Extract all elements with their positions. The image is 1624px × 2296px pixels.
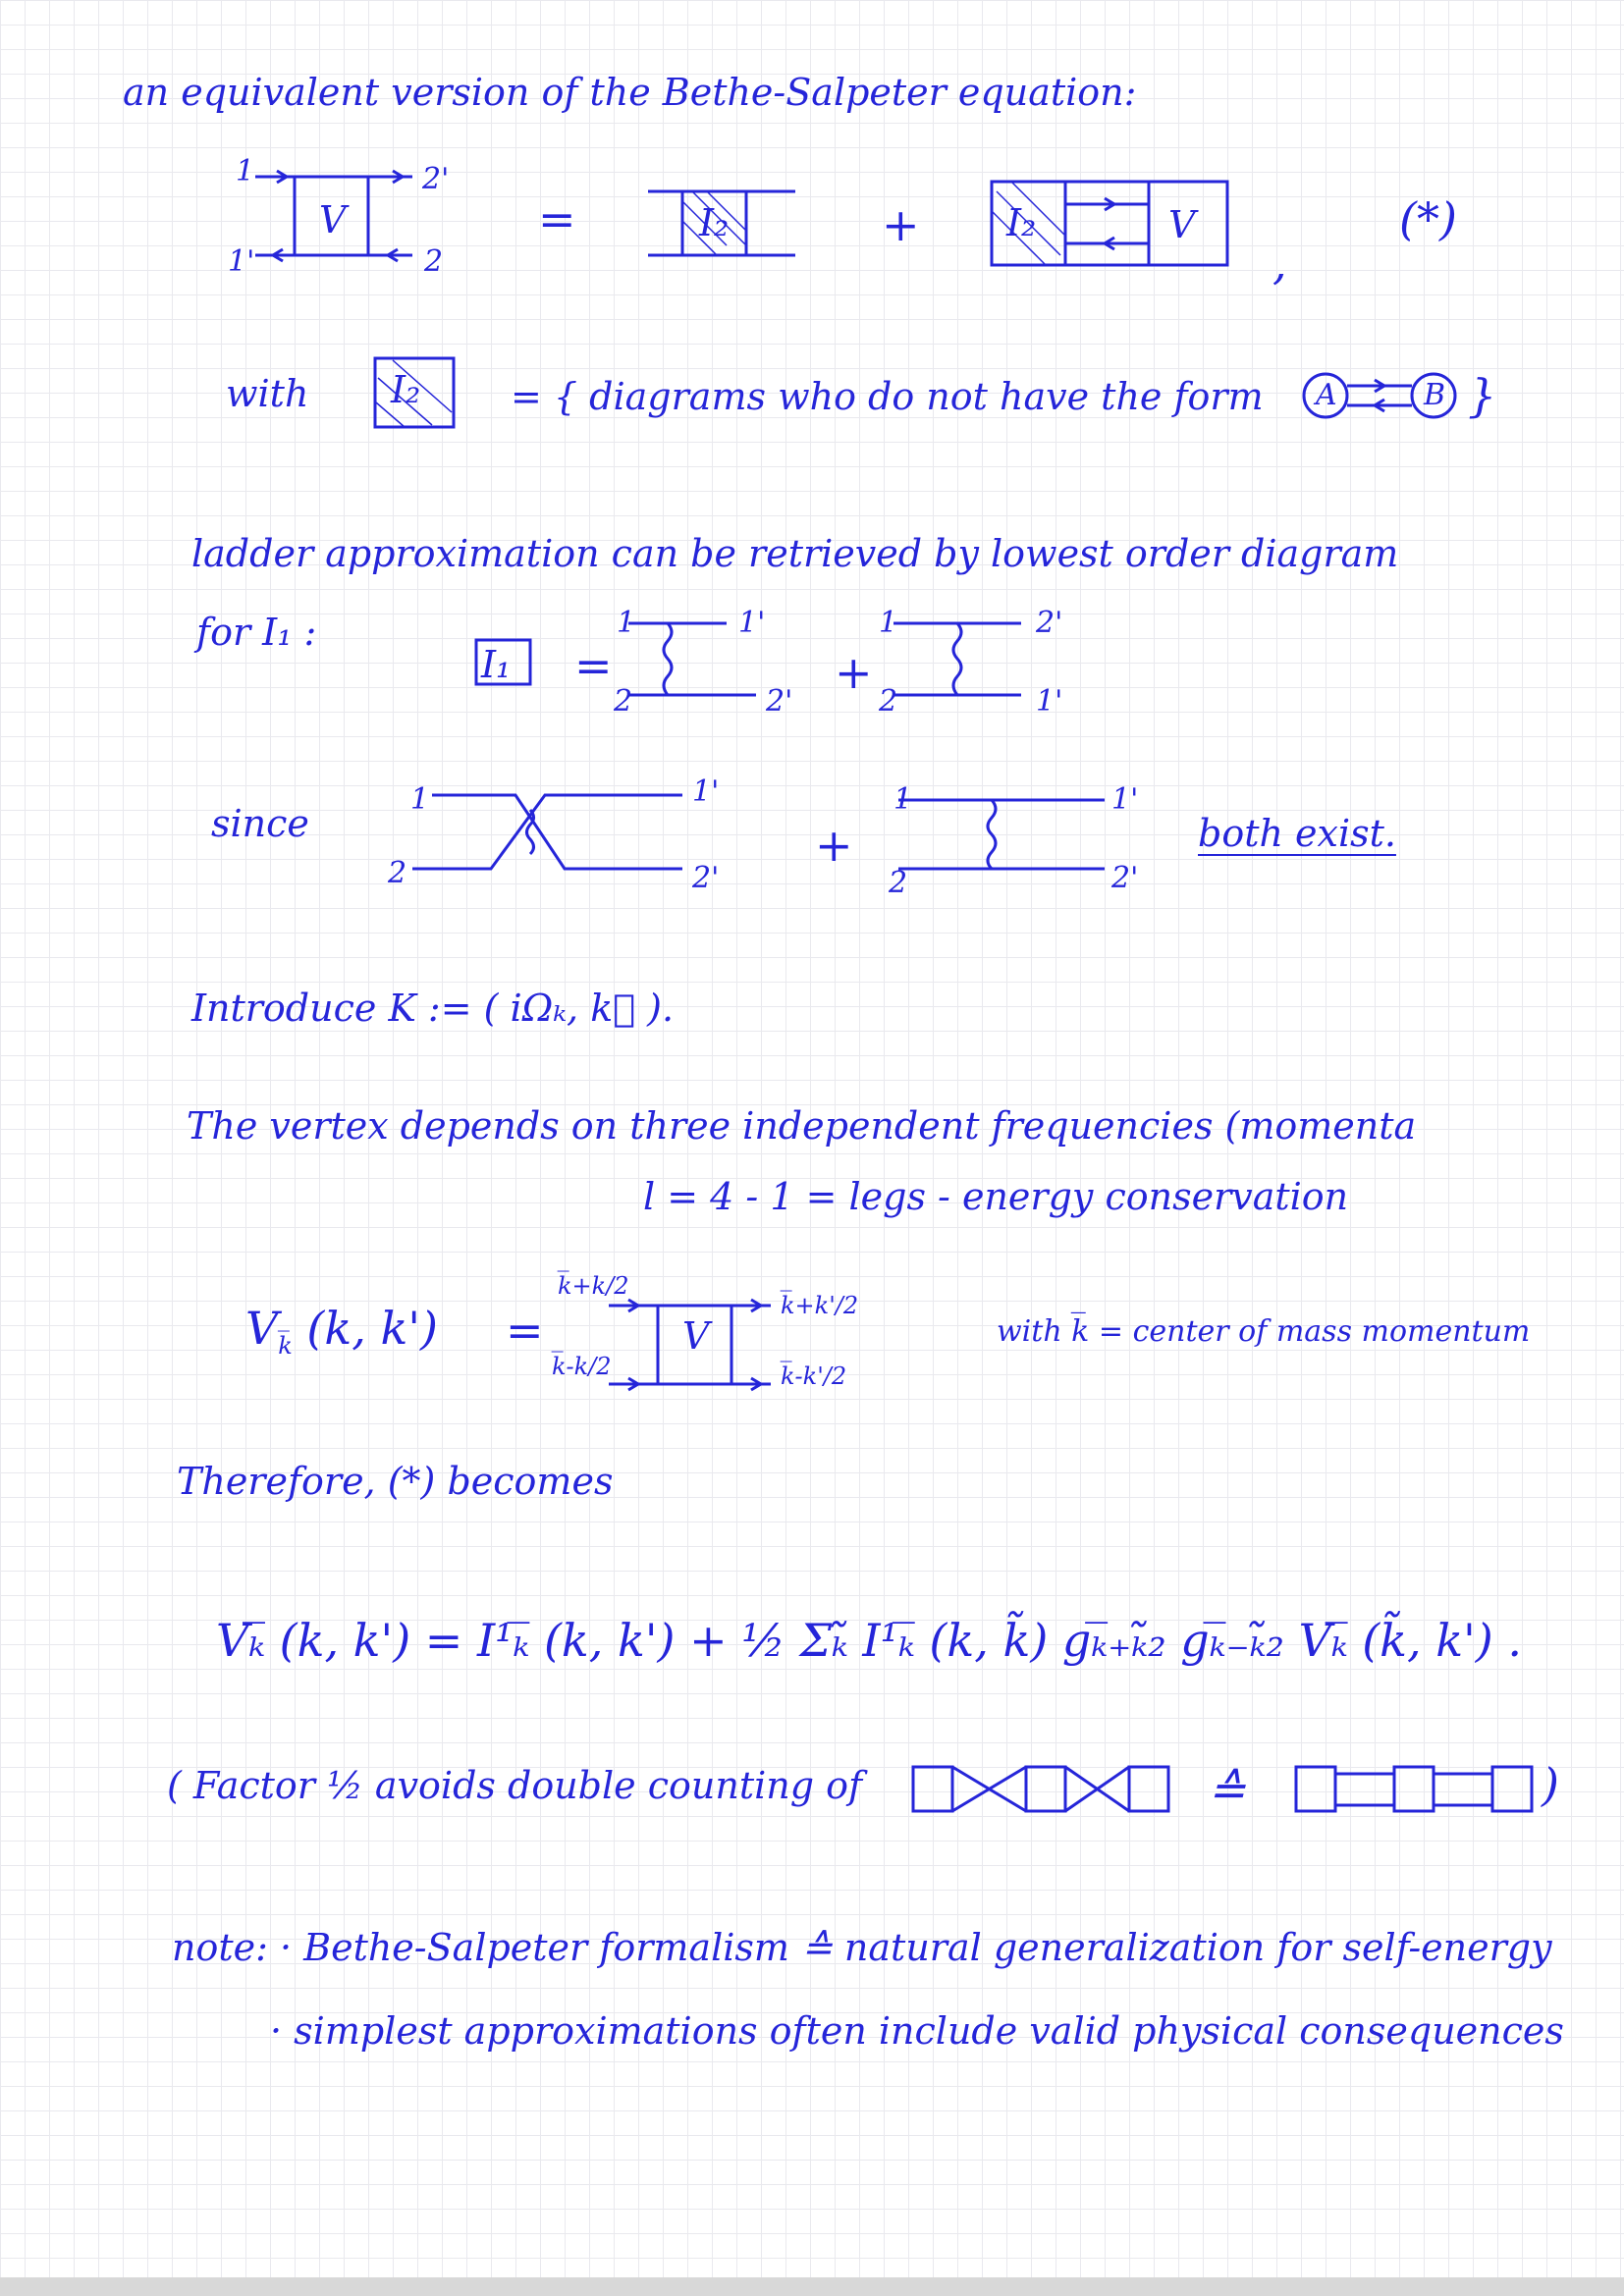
leg-2p-label: 2' xyxy=(422,162,450,196)
since-leg-2p: 2' xyxy=(692,861,720,895)
block-b-label: B xyxy=(1424,378,1446,412)
i1-leg-2p: 2' xyxy=(766,684,793,719)
intro-line: an equivalent version of the Bethe-Salpeter equation: xyxy=(123,71,1137,114)
note-line-1: note: · Bethe-Salpeter formalism ≙ natural generalization for self-energy xyxy=(172,1926,1552,1969)
vertex-v-label-3: V xyxy=(682,1314,710,1358)
vertex-v-label-2: V xyxy=(1168,203,1196,246)
since-b-leg-1p: 1' xyxy=(1111,782,1139,817)
corresponds-sign: ≙ xyxy=(1208,1763,1246,1816)
equals-sign-v: = xyxy=(506,1304,544,1357)
double-counting-diagrams xyxy=(0,1752,1624,1831)
vertex-equation: Vₖ̅ (k, k') = I¹ₖ̅ (k, k') + ½ Σₖ̃ I¹ₖ̅ (k, k̃) gₖ̅₊ₖ̃₂ gₖ̅₋ₖ̃₂ Vₖ̅ (k̃, k') . xyxy=(216,1614,1523,1667)
equation-label: (*) xyxy=(1399,192,1457,245)
vertex-line: The vertex depends on three independent frequencies (momenta xyxy=(187,1104,1417,1148)
v-kbar-lhs: $V_{k̅}$ (k, k') xyxy=(245,1302,438,1361)
kbar-minus-k-label: k̅-k/2 xyxy=(552,1353,612,1380)
with-kbar-note: with k̅ = center of mass momentum xyxy=(997,1314,1531,1349)
kbar-plus-k-label: k̅+k/2 xyxy=(558,1272,629,1300)
plus-sign: + xyxy=(882,198,920,251)
therefore-line: Therefore, (*) becomes xyxy=(177,1460,614,1503)
i1b-leg-2: 2 xyxy=(879,684,898,719)
i2-label: I₂ xyxy=(699,201,730,244)
i1-leg-1p: 1' xyxy=(738,606,766,640)
i1-leg-2: 2 xyxy=(614,684,633,719)
i1-box-label: I₁ xyxy=(481,643,512,686)
plus-sign-i1: + xyxy=(835,646,873,699)
leg-1-label: 1 xyxy=(236,154,255,188)
since-b-leg-2p: 2' xyxy=(1111,861,1139,895)
leg-2-label: 2 xyxy=(424,244,444,279)
since-b-leg-2: 2 xyxy=(889,866,908,900)
i1b-leg-2p: 2' xyxy=(1036,606,1063,640)
since-b-leg-1: 1 xyxy=(893,782,913,817)
block-a-label: A xyxy=(1316,378,1337,412)
comma: , xyxy=(1272,237,1287,290)
both-exist: both exist. xyxy=(1198,812,1396,855)
i2-label-3: I₂ xyxy=(391,368,421,411)
i1b-leg-1: 1 xyxy=(879,606,898,640)
i1b-leg-1p: 1' xyxy=(1036,684,1063,719)
factor-line: ( Factor ½ avoids double counting of xyxy=(167,1764,863,1807)
i1-leg-1: 1 xyxy=(617,606,636,640)
scan-edge xyxy=(0,2277,1624,2296)
i2-definition: = { diagrams who do not have the form xyxy=(511,375,1264,418)
i1-ladder-diagrams xyxy=(0,599,1624,717)
note-line-2: · simplest approximations often include valid physical consequences xyxy=(270,2009,1564,2053)
leg-1p-label: 1' xyxy=(228,244,255,279)
close-brace: } xyxy=(1468,369,1497,422)
kbar-plus-kp-label: k̅+k'/2 xyxy=(781,1292,859,1319)
since-label: since xyxy=(211,802,309,845)
kbar-minus-kp-label: k̅-k'/2 xyxy=(781,1362,847,1390)
vertex-v-label: V xyxy=(319,198,347,241)
with-label: with xyxy=(226,372,309,415)
ladder-line: ladder approximation can be retrieved by lowest order diagram xyxy=(191,532,1399,575)
close-paren: ) xyxy=(1542,1758,1559,1811)
introduce-line: Introduce K := ( iΩₖ, k⃗ ). xyxy=(191,987,675,1030)
equals-sign: = xyxy=(538,192,576,245)
since-leg-1p: 1' xyxy=(692,774,720,809)
since-leg-2: 2 xyxy=(388,856,407,890)
since-leg-1: 1 xyxy=(410,782,430,817)
for-i1-line: for I₁ : xyxy=(196,611,317,654)
equals-sign-i1: = xyxy=(574,639,613,692)
i2-label-2: I₂ xyxy=(1006,201,1037,244)
legs-line: l = 4 - 1 = legs - energy conservation xyxy=(643,1175,1349,1218)
plus-sign-since: + xyxy=(815,819,853,872)
